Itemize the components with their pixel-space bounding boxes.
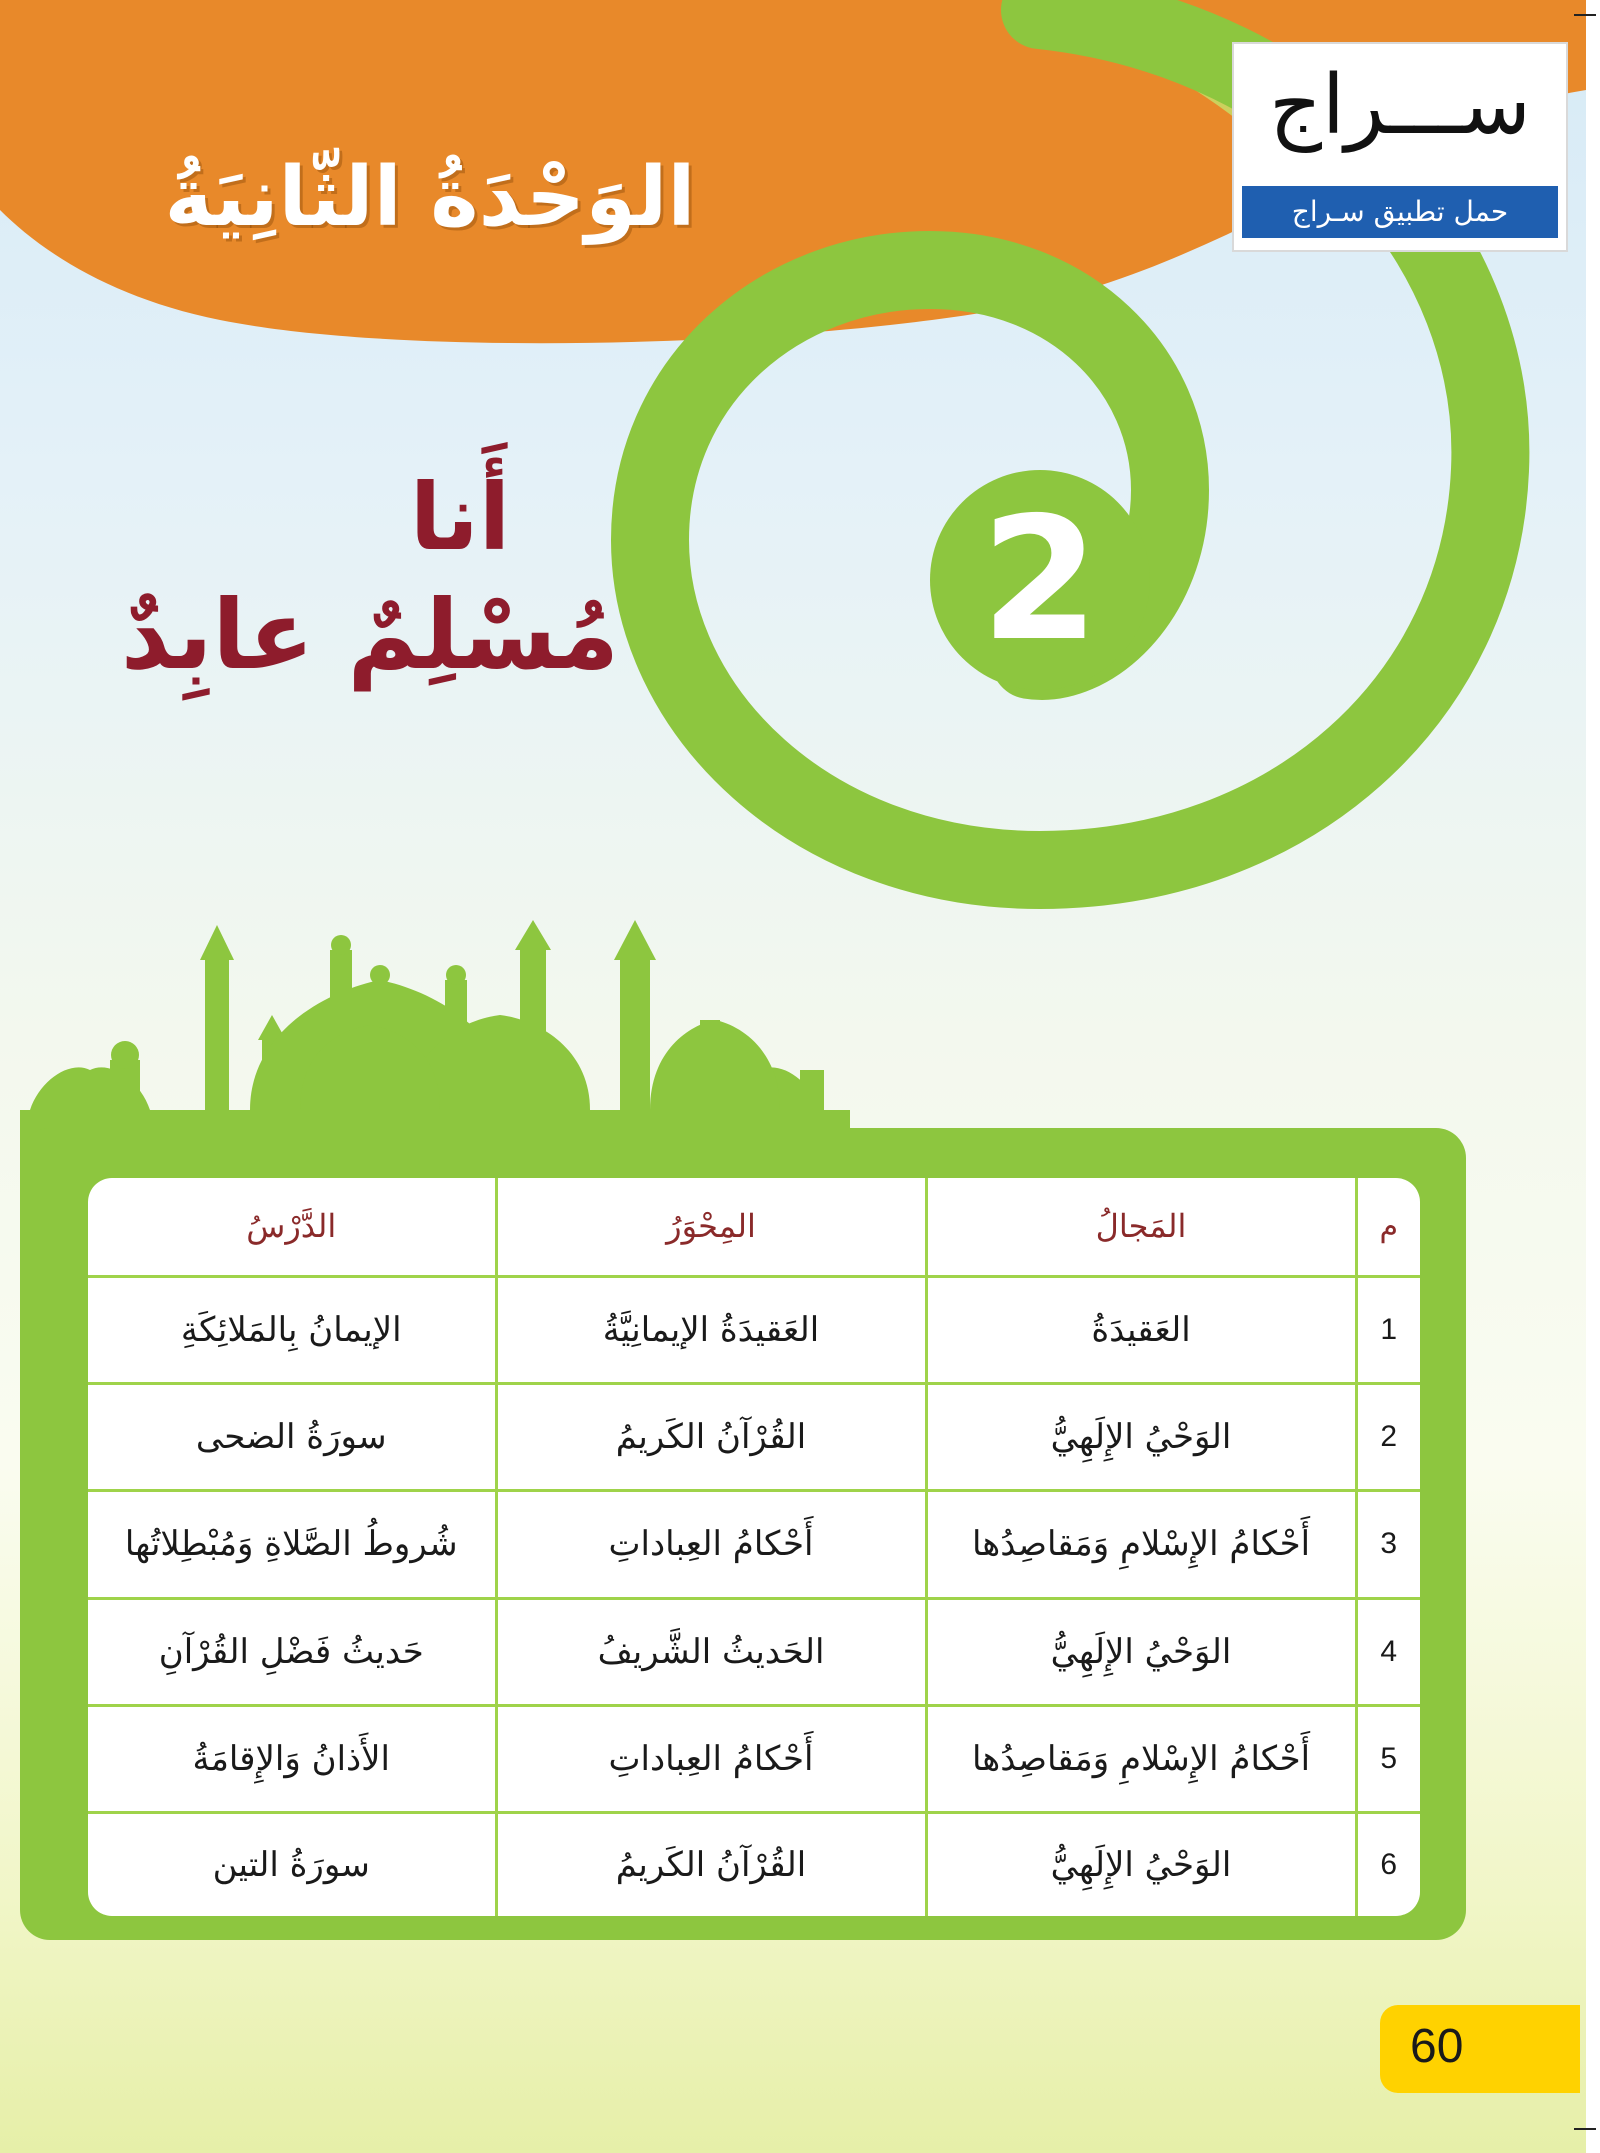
header-number: م [1356, 1178, 1420, 1276]
row-lesson: سورَةُ التين [88, 1812, 496, 1916]
row-axis: أَحْكامُ العِباداتِ [496, 1491, 926, 1598]
unit-number: 2 [980, 481, 1100, 679]
row-domain: الوَحْيُ الإِلَهِيُّ [926, 1384, 1356, 1491]
page-number-badge [1380, 2005, 1580, 2093]
table-row [88, 1598, 1420, 1705]
lesson-title-line1: أَنا [409, 464, 511, 571]
row-domain: الوَحْيُ الإِلَهِيُّ [926, 1812, 1356, 1916]
row-axis: العَقيدَةُ الإيمانِيَّةُ [496, 1276, 926, 1383]
crop-mark-top [1574, 14, 1596, 16]
siraj-logo [1232, 42, 1568, 252]
page-margin [1586, 0, 1600, 2153]
row-number: 1 [1356, 1276, 1420, 1383]
row-axis: القُرْآنُ الكَريمُ [496, 1812, 926, 1916]
row-axis: القُرْآنُ الكَريمُ [496, 1384, 926, 1491]
unit-title: الوَحْدَةُ الثّانِيَةُ [164, 150, 696, 245]
row-number: 5 [1356, 1705, 1420, 1812]
row-lesson: شُروطُ الصَّلاةِ وَمُبْطِلاتُها [88, 1491, 496, 1598]
row-lesson: سورَةُ الضحى [88, 1384, 496, 1491]
row-axis: الحَديثُ الشَّريفُ [496, 1598, 926, 1705]
page-number: 60 [1410, 2020, 1464, 2073]
row-lesson: الأَذانُ وَالإِقامَةُ [88, 1705, 496, 1812]
row-number: 3 [1356, 1491, 1420, 1598]
table-header-row [88, 1178, 1420, 1276]
row-lesson: الإيمانُ بِالمَلائِكَةِ [88, 1276, 496, 1383]
table-row [88, 1812, 1420, 1916]
header-axis: المِحْوَرُ [496, 1178, 926, 1276]
row-lesson: حَديثُ فَضْلِ القُرْآنِ [88, 1598, 496, 1705]
crop-mark-bottom [1574, 2128, 1596, 2130]
lesson-title [90, 460, 650, 695]
row-domain: العَقيدَةُ [926, 1276, 1356, 1383]
logo-tagline: حمل تطبيق سـراج [1242, 186, 1558, 238]
curriculum-table-container [88, 1178, 1420, 1916]
row-number: 2 [1356, 1384, 1420, 1491]
lesson-title-line2: مُسْلِمٌ عابِدٌ [120, 579, 620, 691]
row-number: 4 [1356, 1598, 1420, 1705]
curriculum-table [88, 1178, 1420, 1916]
table-row [88, 1384, 1420, 1491]
row-axis: أَحْكامُ العِباداتِ [496, 1705, 926, 1812]
table-row [88, 1276, 1420, 1383]
logo-word: ســـراج [1269, 58, 1531, 153]
table-row [88, 1705, 1420, 1812]
header-domain: المَجالُ [926, 1178, 1356, 1276]
row-number: 6 [1356, 1812, 1420, 1916]
row-domain: أَحْكامُ الإِسْلامِ وَمَقاصِدُها [926, 1491, 1356, 1598]
table-row [88, 1491, 1420, 1598]
row-domain: أَحْكامُ الإِسْلامِ وَمَقاصِدُها [926, 1705, 1356, 1812]
row-domain: الوَحْيُ الإِلَهِيُّ [926, 1598, 1356, 1705]
header-lesson: الدَّرْسُ [88, 1178, 496, 1276]
